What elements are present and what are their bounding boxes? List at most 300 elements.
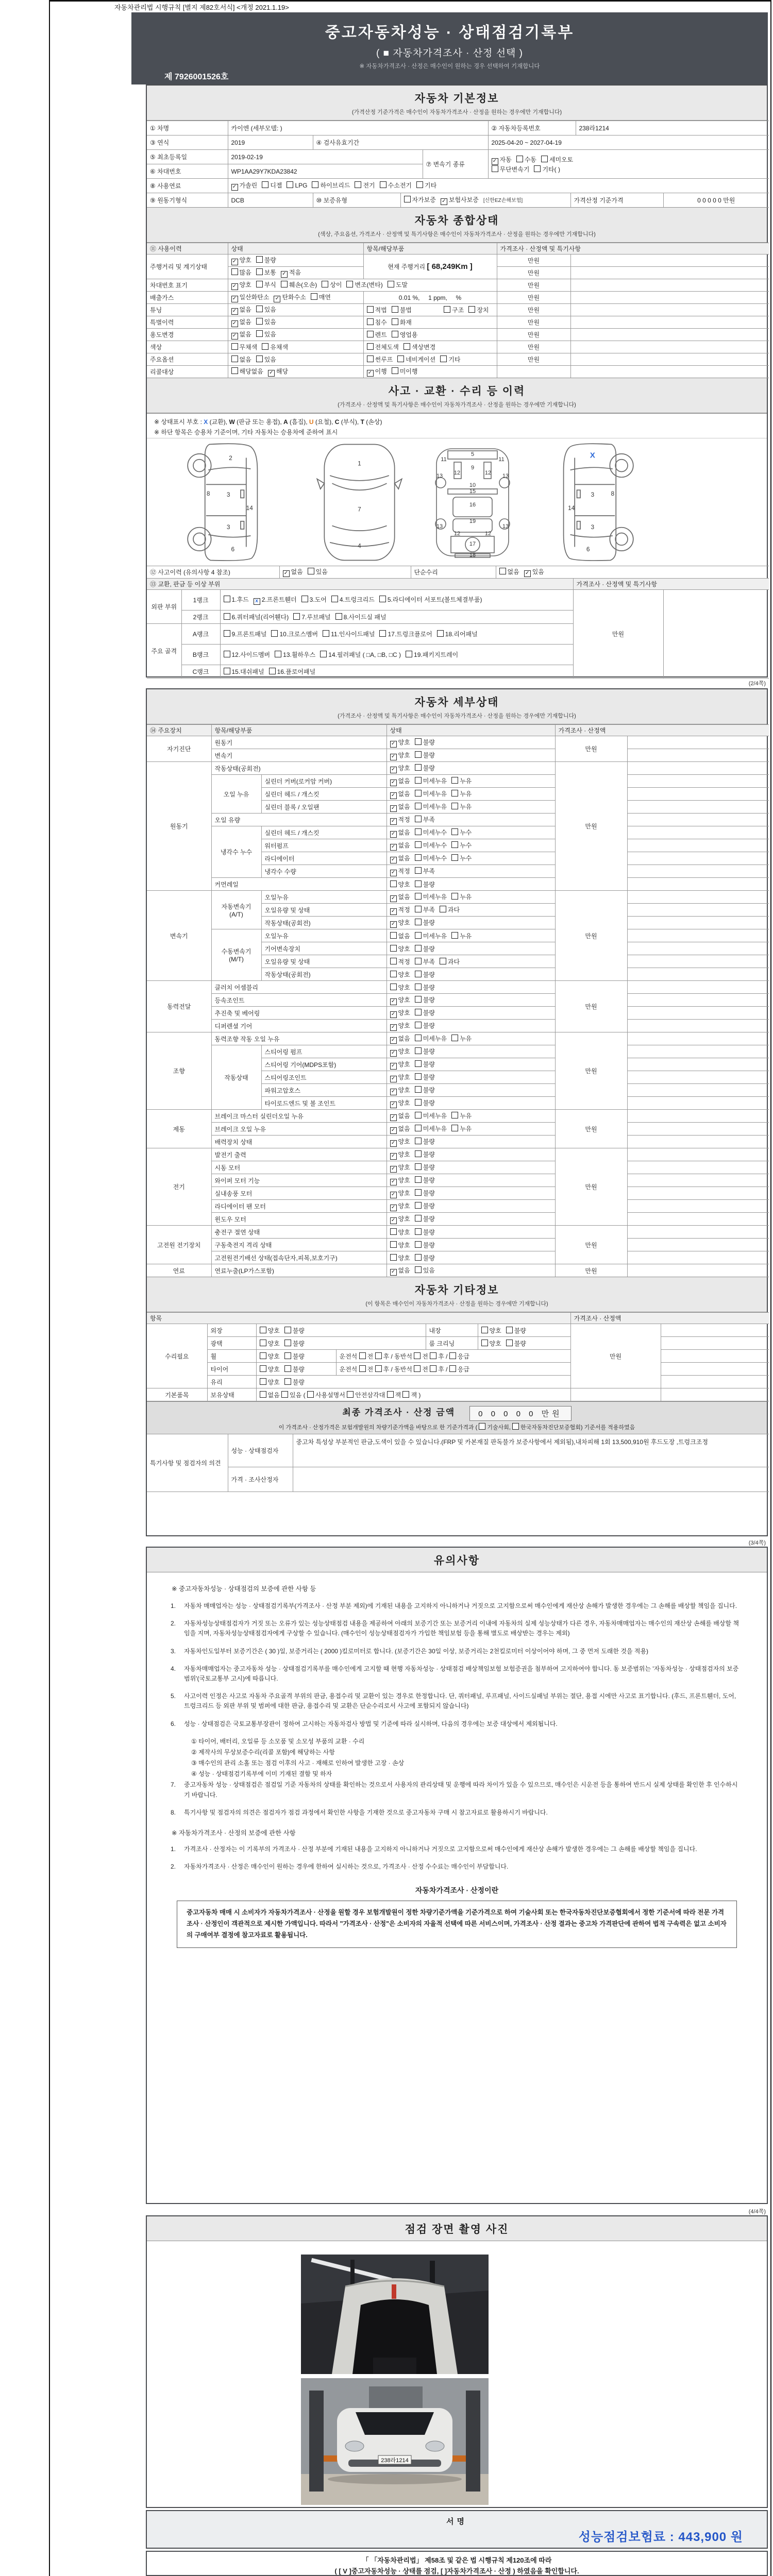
checkbox-option: [440, 356, 460, 363]
vin-mark-label: 차대번호 표기: [147, 279, 228, 292]
checkbox[interactable]: [281, 1391, 288, 1398]
checkbox[interactable]: [346, 281, 353, 287]
detail-header: [147, 689, 767, 724]
checkbox[interactable]: [256, 281, 263, 287]
checkbox[interactable]: [397, 355, 404, 362]
notice-item-number: 6.: [171, 1720, 176, 1727]
checkbox[interactable]: [271, 630, 278, 637]
checkbox-label: 없음: [398, 893, 410, 901]
checkbox[interactable]: ✓: [390, 895, 397, 902]
usage-change-label: 용도변경: [147, 329, 228, 341]
legend-part: (흠집),: [288, 418, 309, 426]
checkbox-option: [392, 368, 418, 375]
checkbox[interactable]: [390, 984, 397, 990]
checkbox-label: 양호: [398, 1047, 410, 1055]
checkbox[interactable]: [224, 596, 230, 602]
checkbox[interactable]: [516, 156, 523, 162]
checkbox[interactable]: [415, 893, 422, 900]
checkbox[interactable]: ✓: [390, 754, 397, 760]
checkbox[interactable]: [331, 596, 338, 602]
checkbox[interactable]: ✓: [390, 1140, 397, 1147]
checkbox[interactable]: ✓: [390, 1011, 397, 1018]
checkbox[interactable]: [415, 1099, 422, 1106]
checkbox[interactable]: [387, 1391, 394, 1398]
checkbox-label: 부족: [423, 958, 435, 965]
checkbox[interactable]: [260, 1352, 266, 1359]
checkbox[interactable]: ✓: [390, 741, 397, 748]
checkbox[interactable]: [256, 268, 263, 275]
checkbox[interactable]: ✓: [390, 870, 397, 876]
overall-note: (색상, 주요옵션, 가격조사 · 산정액 및 특기사항은 매수인이 자동차가격조사 · 산정을 원하는 경우에만 기재합니다): [318, 231, 596, 238]
checkbox-label: 하이브리드: [320, 182, 350, 189]
checkbox-label: 색상변경: [411, 344, 436, 351]
checkbox-option: [224, 631, 267, 638]
checkbox[interactable]: ✓: [390, 1153, 397, 1160]
checkbox[interactable]: [404, 343, 410, 350]
checkbox[interactable]: [388, 281, 394, 287]
checkbox[interactable]: ✓: [390, 792, 397, 799]
checkbox[interactable]: [390, 971, 397, 977]
checkbox-label: 미세누수: [423, 841, 447, 849]
checkbox[interactable]: ✓: [281, 271, 288, 278]
note-cell: [627, 1136, 769, 1148]
checkbox[interactable]: [449, 1352, 456, 1359]
checkbox[interactable]: [335, 613, 342, 620]
notice-body: [147, 1572, 767, 1953]
checkbox-label: 8.사이드실 패널: [343, 613, 386, 621]
checkbox[interactable]: ✓: [390, 1192, 397, 1198]
checkbox-label: 수소전기: [388, 182, 412, 189]
sub-group-label: 작동상태: [211, 1045, 261, 1110]
mileage-cell: [363, 255, 497, 279]
checkbox[interactable]: [415, 777, 422, 784]
checkbox[interactable]: [375, 1365, 382, 1372]
repair-group-label: 수리필요: [147, 1324, 207, 1388]
checkbox[interactable]: ✓: [390, 921, 397, 928]
checkbox-option: [308, 568, 328, 575]
checkbox[interactable]: [260, 1340, 266, 1346]
checkbox[interactable]: [231, 268, 238, 275]
checkbox[interactable]: [379, 630, 386, 637]
checkbox[interactable]: [415, 764, 422, 771]
checkbox[interactable]: [451, 803, 458, 809]
tire-label: 타이어: [207, 1363, 256, 1376]
checkbox[interactable]: [415, 1189, 422, 1196]
note-cell: [627, 878, 769, 891]
checkbox[interactable]: ✓: [390, 844, 397, 851]
checkbox[interactable]: ✓: [441, 198, 447, 205]
checkbox[interactable]: [224, 651, 230, 657]
checkbox[interactable]: ✓: [390, 1101, 397, 1108]
checkbox[interactable]: [541, 156, 548, 162]
checkbox[interactable]: [415, 816, 422, 822]
checkbox-label: 과다: [447, 906, 460, 913]
checkbox[interactable]: ✓: [231, 333, 238, 340]
item-label: 작동상태(공회전): [261, 917, 386, 929]
checkbox[interactable]: [415, 854, 422, 861]
checkbox[interactable]: [415, 1215, 422, 1222]
checkbox[interactable]: [256, 306, 263, 312]
checkbox[interactable]: [449, 1365, 456, 1372]
checkbox-option: [256, 281, 276, 289]
checkbox[interactable]: [451, 1035, 458, 1041]
checkbox-option: [260, 1327, 280, 1334]
checkbox[interactable]: [479, 1423, 485, 1430]
state-options: [386, 1136, 555, 1148]
checkbox-option: [415, 1009, 435, 1016]
state-options: [386, 878, 555, 891]
checkbox[interactable]: ✓: [231, 184, 238, 191]
checkbox[interactable]: [414, 1365, 421, 1372]
checkbox-option: [367, 356, 393, 363]
checkbox[interactable]: ✓: [274, 296, 280, 302]
checkbox[interactable]: ✓: [390, 1179, 397, 1185]
checkbox[interactable]: [367, 331, 374, 337]
checkbox[interactable]: [320, 651, 327, 657]
checkbox[interactable]: [451, 828, 458, 835]
checkbox[interactable]: [308, 568, 314, 574]
checkbox[interactable]: [415, 1112, 422, 1118]
checkbox[interactable]: [451, 893, 458, 900]
checkbox[interactable]: ✓: [390, 1166, 397, 1173]
checkbox[interactable]: [281, 281, 288, 287]
checkbox[interactable]: [430, 1352, 436, 1359]
checkbox[interactable]: [380, 181, 386, 188]
checkbox[interactable]: ✓: [390, 1127, 397, 1134]
checkbox[interactable]: [307, 1391, 314, 1398]
item-label: 추진축 및 베어링: [211, 1007, 386, 1020]
checkbox[interactable]: ✓: [231, 283, 238, 290]
checkbox[interactable]: [451, 777, 458, 784]
checkbox-label: 불량: [423, 984, 435, 991]
checkbox[interactable]: ✓: [390, 1024, 397, 1031]
checkbox[interactable]: [415, 880, 422, 887]
checkbox-option: [392, 307, 412, 314]
checkbox[interactable]: [231, 343, 238, 350]
checkbox[interactable]: [390, 1241, 397, 1248]
checkbox[interactable]: [379, 596, 386, 602]
checkbox[interactable]: [451, 1125, 458, 1131]
checkbox[interactable]: ✓: [231, 259, 238, 265]
checkbox[interactable]: [415, 945, 422, 952]
checkbox[interactable]: ✓: [390, 1205, 397, 1211]
checkbox-option: [224, 614, 289, 621]
checkbox[interactable]: [375, 1352, 382, 1359]
checkbox[interactable]: [347, 1391, 354, 1398]
frame-top: [49, 0, 771, 2]
special-history-options: [228, 316, 363, 329]
checkbox[interactable]: [284, 1352, 291, 1359]
item-label: 배력장치 상태: [211, 1136, 386, 1148]
checkbox[interactable]: ✓: [231, 320, 238, 327]
checkbox[interactable]: [224, 668, 230, 674]
final-price-amount: 0 0 0 0 0 만원: [469, 1406, 572, 1421]
checkbox[interactable]: ✓: [390, 998, 397, 1005]
checkbox[interactable]: [415, 1241, 422, 1248]
checkbox-label: 불량: [292, 1365, 305, 1373]
checkbox[interactable]: [414, 1352, 421, 1359]
checkbox[interactable]: ✓: [390, 857, 397, 863]
checkbox[interactable]: [415, 932, 422, 939]
panel-number-label: 12: [453, 530, 461, 537]
checkbox[interactable]: [390, 1254, 397, 1261]
checkbox[interactable]: [415, 1150, 422, 1157]
checkbox[interactable]: [415, 906, 422, 912]
checkbox[interactable]: ✓: [390, 818, 397, 825]
checkbox-option: [390, 1125, 410, 1132]
checkbox-option: [390, 1009, 410, 1016]
note-cell: [627, 1161, 769, 1174]
checkbox[interactable]: ✓: [231, 296, 238, 302]
checkbox-label: 양호: [398, 764, 410, 772]
notice-item: [171, 1691, 743, 1711]
checkbox[interactable]: [415, 1254, 422, 1261]
checkbox[interactable]: [440, 355, 447, 362]
checkbox[interactable]: [415, 790, 422, 796]
checkbox[interactable]: [506, 1340, 513, 1346]
checkbox-label: 누유: [460, 790, 472, 798]
checkbox[interactable]: [293, 613, 300, 620]
legend-part: ※ 상태표시 부호 :: [154, 418, 204, 426]
checkbox[interactable]: [415, 1228, 422, 1235]
checkbox-label: 양호: [239, 257, 251, 264]
checkbox-label: 19.패키지트레이: [414, 651, 459, 658]
checkbox[interactable]: [260, 1327, 266, 1333]
basic-info-row5: [147, 178, 769, 193]
checkbox[interactable]: [262, 343, 268, 350]
accident-history-label: ⑫ 사고이력 (유의사항 4 참조): [147, 566, 279, 578]
checkbox[interactable]: [415, 996, 422, 1003]
checkbox[interactable]: [284, 1327, 291, 1333]
checkbox[interactable]: [415, 1035, 422, 1041]
checkbox[interactable]: [260, 1365, 266, 1372]
checkbox[interactable]: [287, 181, 293, 188]
checkbox[interactable]: [440, 906, 446, 912]
checkbox[interactable]: [415, 1086, 422, 1093]
special-history-detail: [363, 316, 497, 329]
note-cell: [661, 1324, 769, 1337]
checkbox[interactable]: [444, 306, 450, 313]
checkbox[interactable]: [404, 196, 411, 202]
other-h-item: 항목: [147, 1313, 570, 1324]
checkbox[interactable]: ✓: [492, 158, 498, 165]
checkbox[interactable]: [367, 355, 374, 362]
checkbox[interactable]: [284, 1365, 291, 1372]
checkbox[interactable]: [359, 1352, 366, 1359]
checkbox[interactable]: [390, 1228, 397, 1235]
checkbox[interactable]: [355, 181, 361, 188]
checkbox-option: [415, 906, 435, 913]
checkbox[interactable]: [415, 738, 422, 745]
checkbox[interactable]: [284, 1378, 291, 1385]
checkbox[interactable]: [415, 1125, 422, 1131]
checkbox[interactable]: [390, 958, 397, 964]
checkbox-label: 불량: [423, 1086, 435, 1094]
checkbox-option: [390, 842, 410, 849]
rank-items: [220, 644, 573, 665]
checkbox[interactable]: [415, 828, 422, 835]
checkbox[interactable]: [311, 293, 317, 300]
checkbox[interactable]: ✓: [390, 1114, 397, 1121]
checkbox[interactable]: [284, 1340, 291, 1346]
checkbox[interactable]: [415, 803, 422, 809]
checkbox[interactable]: ✓: [390, 1089, 397, 1095]
checkbox[interactable]: [451, 841, 458, 848]
checkbox[interactable]: [390, 880, 397, 887]
checkbox[interactable]: [224, 613, 230, 620]
rank-label: A랭크: [181, 623, 220, 644]
checkbox[interactable]: [367, 343, 374, 350]
checkbox[interactable]: ✓: [390, 805, 397, 812]
checkbox[interactable]: [451, 790, 458, 796]
price-cell: 만원: [497, 353, 570, 366]
checkbox[interactable]: [415, 958, 422, 964]
note-cell: [627, 775, 769, 788]
checkbox[interactable]: [481, 1340, 488, 1346]
checkbox[interactable]: [256, 355, 263, 362]
checkbox[interactable]: [323, 630, 329, 637]
checkbox-option: [390, 739, 410, 746]
page-title: 중고자동차성능 · 상태점검기록부: [325, 24, 575, 41]
checkbox[interactable]: x: [254, 598, 260, 605]
checkbox[interactable]: ✓: [390, 1076, 397, 1082]
checkbox[interactable]: [451, 932, 458, 939]
checkbox[interactable]: [415, 867, 422, 874]
checkbox[interactable]: [415, 1138, 422, 1144]
checkbox[interactable]: [468, 306, 475, 313]
checkbox-option: [451, 829, 472, 836]
checkbox[interactable]: [430, 1365, 436, 1372]
checkbox[interactable]: ✓: [390, 767, 397, 773]
sub-group-label: 오일 누유: [211, 775, 261, 814]
checkbox[interactable]: [392, 331, 398, 337]
checkbox[interactable]: [415, 1163, 422, 1170]
checkbox[interactable]: ✓: [524, 570, 531, 577]
panel-number-label: 11: [441, 456, 447, 463]
detail-note: (가격조사 · 산정액 및 특기사항은 매수인이 자동차가격조사 · 산정을 원하는 경우에만 기재합니다): [338, 713, 576, 719]
checkbox[interactable]: [492, 165, 498, 172]
checkbox[interactable]: [231, 355, 238, 362]
checkbox[interactable]: [260, 1378, 266, 1385]
checkbox[interactable]: [512, 1423, 519, 1430]
checkbox-label: 없음: [398, 790, 410, 798]
checkbox[interactable]: [256, 318, 263, 325]
checkbox[interactable]: [367, 318, 374, 325]
checkbox[interactable]: ✓: [283, 570, 290, 577]
item-label: 시동 모터: [211, 1161, 386, 1174]
checkbox[interactable]: [415, 919, 422, 925]
note-cell: [627, 1110, 769, 1123]
item-label: 스티어링 기어(MDPS포함): [261, 1058, 386, 1071]
checkbox[interactable]: [224, 630, 230, 637]
checkbox-label: 7.루브패널: [301, 613, 331, 621]
checkbox-option: [254, 596, 297, 603]
checkbox[interactable]: ✓: [268, 370, 275, 377]
checkbox[interactable]: [275, 651, 281, 657]
checkbox[interactable]: [415, 841, 422, 848]
checkbox[interactable]: [499, 568, 506, 574]
checkbox[interactable]: ✓: [390, 831, 397, 838]
checkbox[interactable]: ✓: [390, 1269, 397, 1276]
checkbox[interactable]: [312, 181, 318, 188]
checkbox[interactable]: [415, 1176, 422, 1183]
checkbox[interactable]: [451, 854, 458, 861]
checkbox[interactable]: [256, 330, 263, 337]
checkbox-option: [311, 294, 331, 301]
checkbox[interactable]: [402, 1391, 409, 1398]
checkbox[interactable]: [390, 945, 397, 952]
checkbox[interactable]: ✓: [390, 1063, 397, 1070]
checkbox[interactable]: [392, 318, 398, 325]
checkbox[interactable]: [392, 367, 398, 374]
checkbox[interactable]: [415, 1009, 422, 1015]
checkbox-option: [390, 1202, 410, 1210]
checkbox-label: 양호: [398, 751, 410, 759]
checkbox[interactable]: [415, 751, 422, 758]
checkbox[interactable]: [415, 1047, 422, 1054]
note-cell: [661, 1388, 769, 1401]
checkbox[interactable]: ✓: [390, 908, 397, 915]
checkbox[interactable]: [506, 1327, 513, 1333]
checkbox[interactable]: [301, 596, 308, 602]
checkbox[interactable]: [415, 1266, 422, 1273]
checkbox[interactable]: [322, 281, 328, 287]
checkbox-label: 미세누유: [423, 1035, 447, 1042]
checkbox[interactable]: [415, 1073, 422, 1080]
note-cell: [627, 788, 769, 801]
checkbox[interactable]: ✓: [231, 308, 238, 315]
checkbox-option: [415, 933, 447, 940]
checkbox[interactable]: ✓: [390, 1037, 397, 1044]
checkbox-label: 불량: [423, 1202, 435, 1210]
note-cell: [627, 852, 769, 865]
checkbox[interactable]: [534, 165, 541, 172]
device-group-label: 전기: [147, 1148, 211, 1226]
checkbox[interactable]: ✓: [390, 779, 397, 786]
checkbox[interactable]: [256, 256, 263, 263]
checkbox[interactable]: [262, 181, 268, 188]
checkbox[interactable]: ✓: [390, 1050, 397, 1057]
checkbox[interactable]: [415, 1022, 422, 1028]
checkbox[interactable]: [390, 932, 397, 939]
checkbox[interactable]: [481, 1327, 488, 1333]
checkbox[interactable]: [415, 1202, 422, 1209]
checkbox[interactable]: ✓: [367, 370, 374, 377]
checkbox[interactable]: [392, 306, 398, 313]
checkbox[interactable]: [260, 1391, 266, 1398]
notice-item: [171, 1601, 743, 1611]
checkbox[interactable]: ✓: [390, 1217, 397, 1224]
checkbox[interactable]: [406, 651, 412, 657]
segment-text: 없음: [267, 1391, 282, 1399]
checkbox[interactable]: [415, 971, 422, 977]
checkbox[interactable]: [359, 1365, 366, 1372]
checkbox[interactable]: [269, 668, 276, 674]
color-label: 색상: [147, 341, 228, 353]
checkbox[interactable]: [440, 958, 446, 964]
checkbox[interactable]: [451, 1112, 458, 1118]
checkbox[interactable]: [367, 306, 374, 313]
checkbox-option: [481, 1327, 501, 1334]
checkbox[interactable]: [231, 367, 238, 374]
checkbox[interactable]: [415, 984, 422, 990]
checkbox[interactable]: [437, 630, 444, 637]
checkbox[interactable]: [416, 181, 423, 188]
checkbox-label: 누유: [460, 893, 472, 901]
accident-history-row: [147, 566, 769, 579]
checkbox-option: [293, 614, 330, 621]
checkbox[interactable]: [415, 1060, 422, 1067]
